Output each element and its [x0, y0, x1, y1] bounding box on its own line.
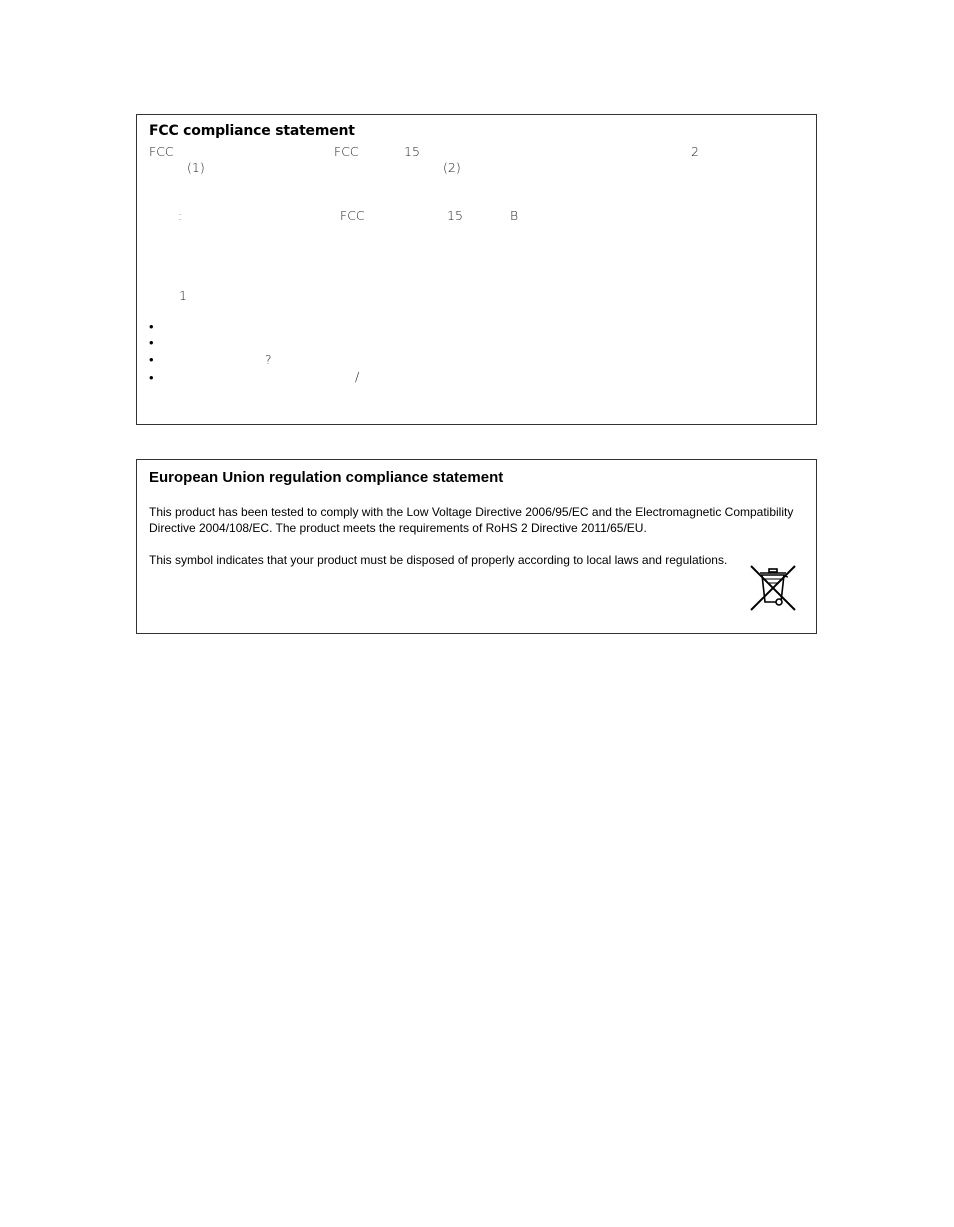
fcc-text-fragment: 1	[179, 288, 187, 303]
fcc-text-fragment: FCC	[340, 208, 365, 223]
eu-directive-paragraph: This product has been tested to comply with the Low Voltage Directive 2006/95/EC and the Electromagnetic Compatibility Directive 2004/108/EC. The product meets the requirements of RoHS 2 Directive 2011/65/EU.	[149, 505, 794, 535]
fcc-text-fragment: 15	[447, 208, 463, 223]
eu-title: European Union regulation compliance statement	[149, 469, 504, 486]
fcc-text-fragment: /	[355, 369, 360, 384]
fcc-title: FCC compliance statement	[149, 123, 355, 139]
bullet-marker: •	[149, 352, 154, 367]
crossed-out-wheelie-bin-icon	[749, 564, 797, 612]
bullet-marker: •	[149, 370, 154, 385]
fcc-text-fragment: ?	[265, 352, 272, 367]
bullet-marker: •	[149, 319, 154, 334]
fcc-compliance-box	[136, 114, 817, 425]
bullet-marker: •	[149, 335, 154, 350]
fcc-text-fragment: B	[510, 208, 519, 223]
fcc-text-fragment: 2	[691, 144, 699, 159]
fcc-text-fragment: FCC	[149, 144, 174, 159]
eu-compliance-box	[136, 459, 817, 634]
fcc-text-fragment: FCC	[334, 144, 359, 159]
fcc-text-fragment: (2)	[443, 160, 461, 175]
fcc-text-fragment: 15	[404, 144, 420, 159]
fcc-text-fragment: (1)	[187, 160, 205, 175]
fcc-text-fragment: :	[178, 208, 183, 223]
eu-disposal-paragraph: This symbol indicates that your product must be disposed of properly according to local laws and regulations.	[149, 553, 728, 567]
